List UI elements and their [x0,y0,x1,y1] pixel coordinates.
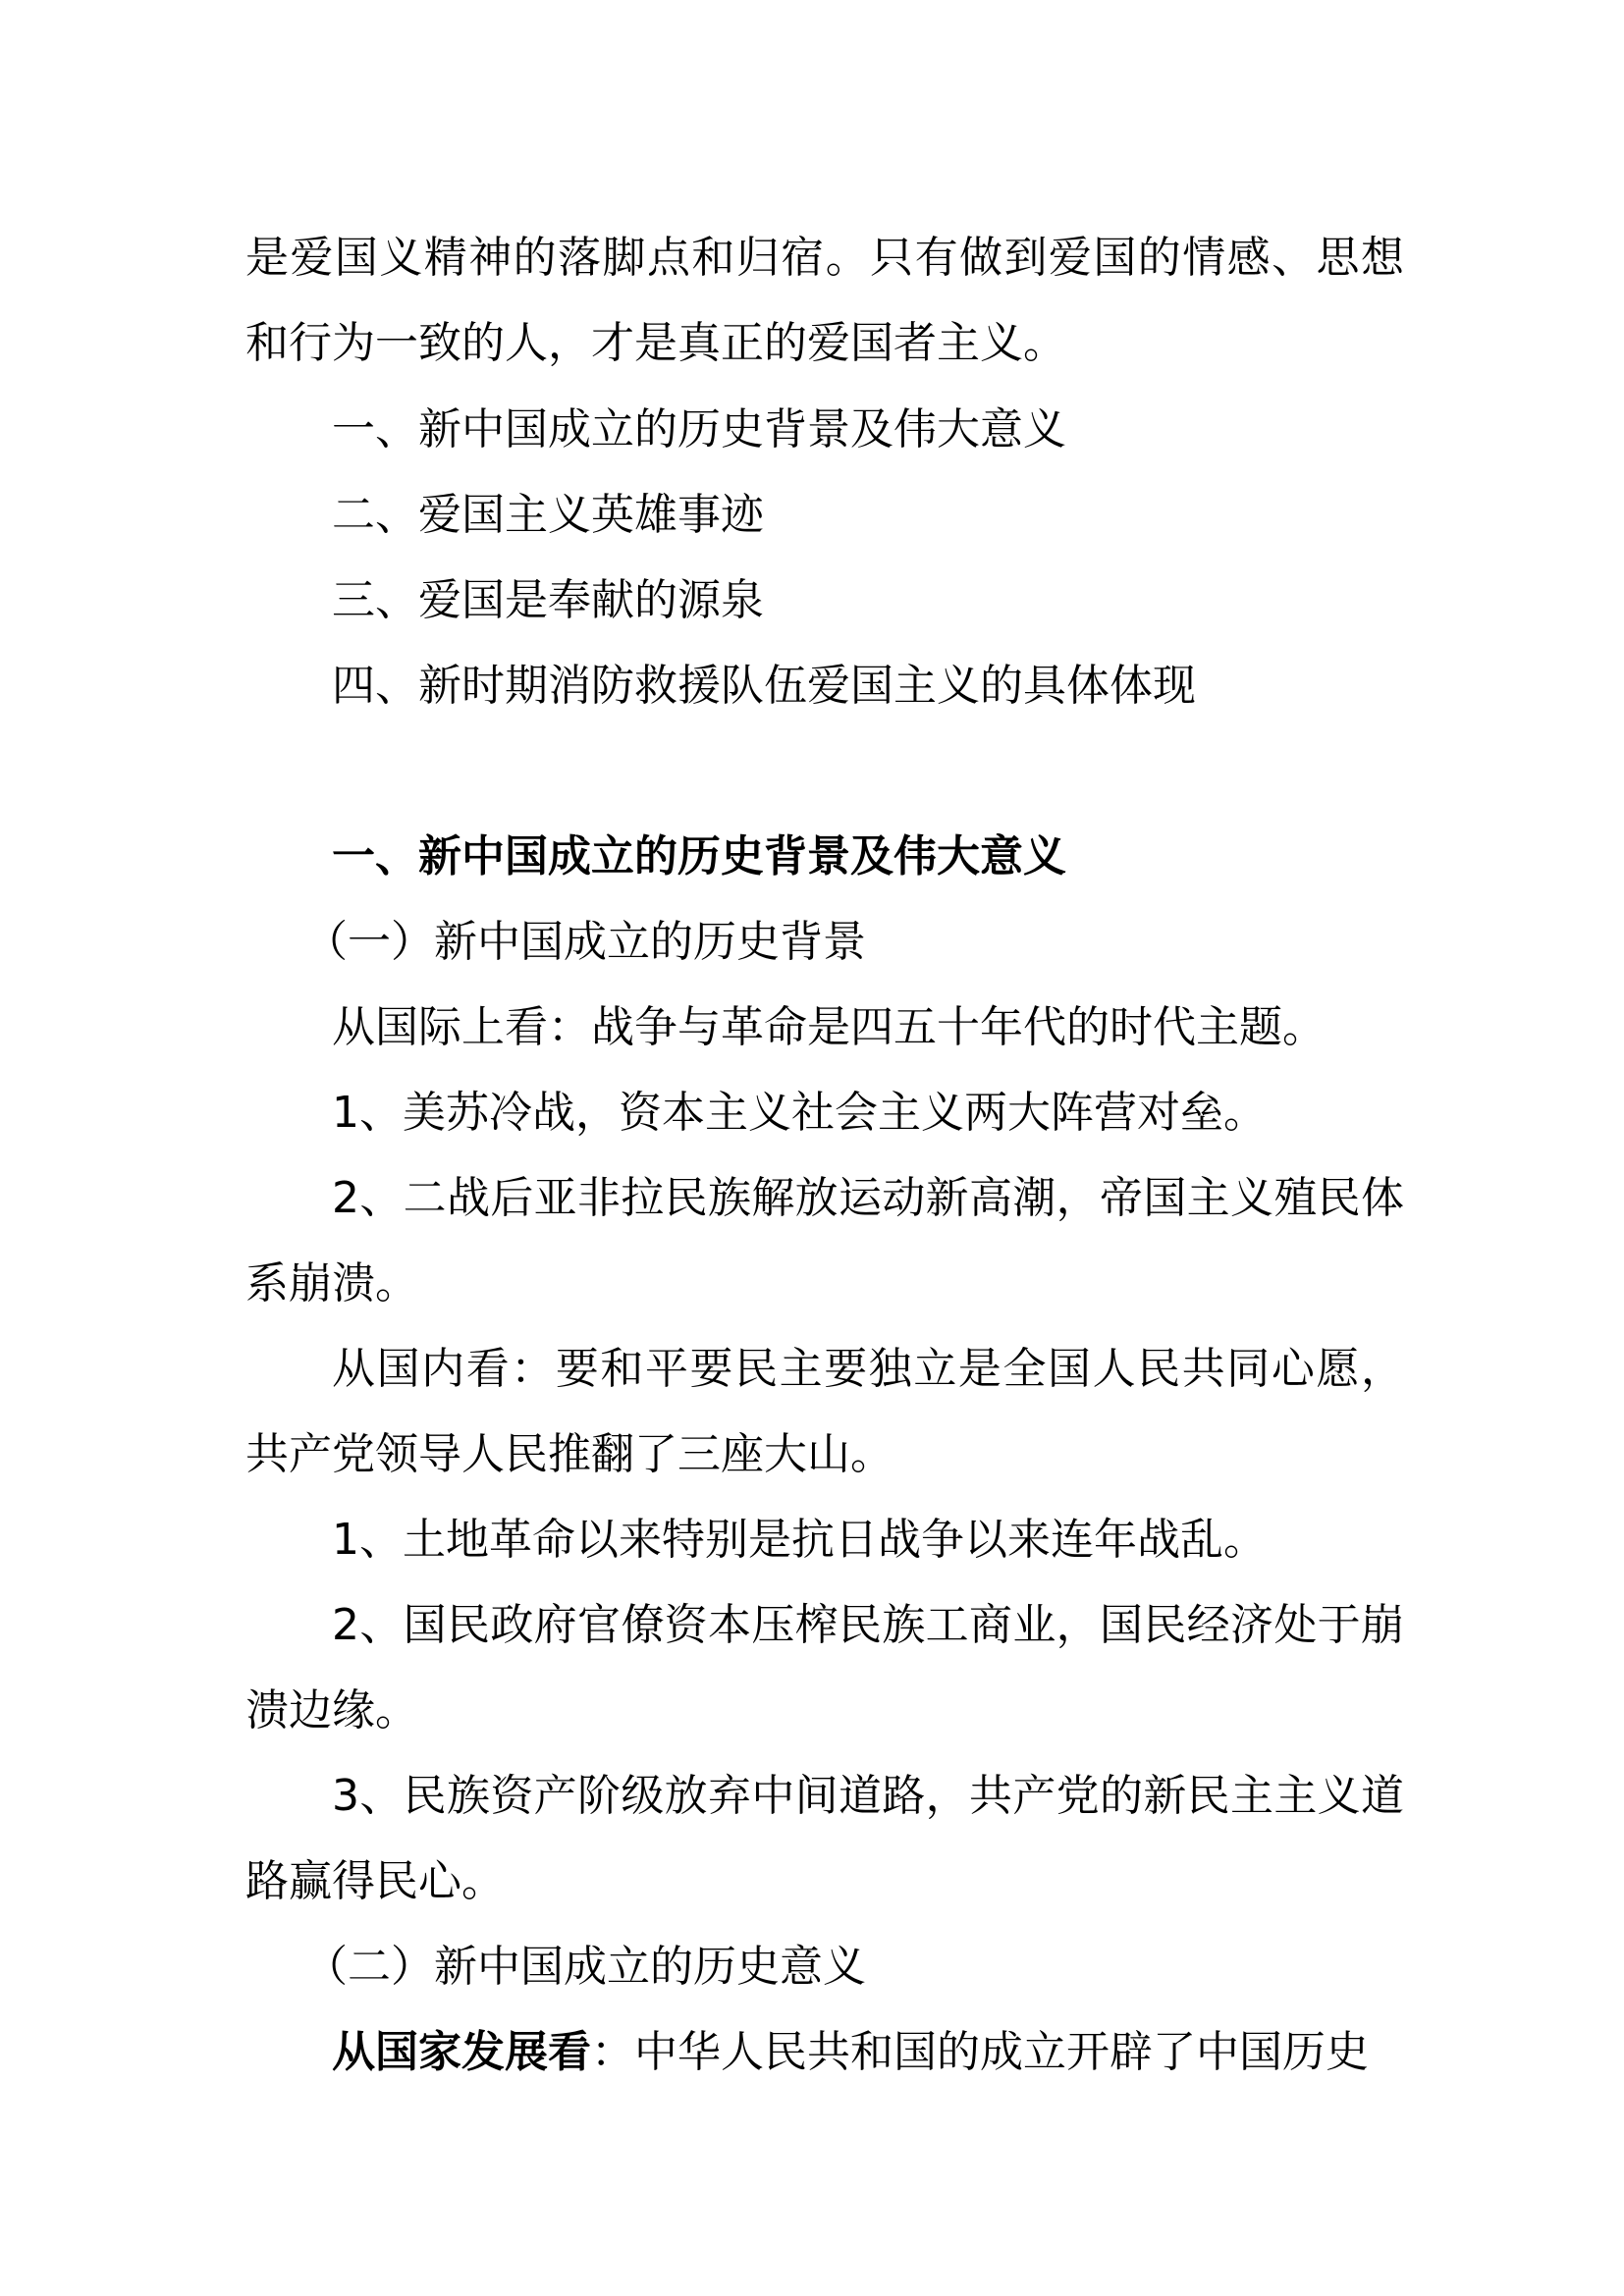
paragraph-line: 1、美苏冷战，资本主义社会主义两大阵营对垒。 [332,1088,1267,1138]
outline-item-1: 一、新中国成立的历史背景及伟大意义 [332,404,1066,454]
outline-item-2: 二、爱国主义英雄事迹 [332,490,764,540]
paragraph-line: 1、土地革命以来特别是抗日战争以来连年战乱。 [332,1515,1267,1565]
paragraph-line: 路赢得民心。 [245,1856,505,1906]
paragraph-line: 2、二战后亚非拉民族解放运动新高潮，帝国主义殖民体 [332,1173,1404,1223]
outline-item-3: 三、爱国是奉献的源泉 [332,575,764,625]
paragraph-line: 从国内看：要和平要民主要独立是全国人民共同心愿， [332,1344,1404,1394]
paragraph-line: 系崩溃。 [245,1258,418,1308]
bold-lead-text: 从国家发展看 [332,2027,591,2077]
paragraph-line: 溃边缘。 [245,1685,418,1735]
paragraph-text: ：中华人民共和国的成立开辟了中国历史 [591,2027,1369,2077]
subsection-heading: （二）新中国成立的历史意义 [304,1942,866,1992]
section-heading: 一、新中国成立的历史背景及伟大意义 [332,831,1066,881]
paragraph-line: 和行为一致的人，才是真正的爱国者主义。 [245,318,1066,368]
subsection-heading: （一）新中国成立的历史背景 [304,917,866,967]
paragraph-line: 是爱国义精神的落脚点和归宿。只有做到爱国的情感、思想 [245,233,1404,283]
paragraph-line: 2、国民政府官僚资本压榨民族工商业，国民经济处于崩 [332,1600,1404,1650]
outline-item-4: 四、新时期消防救援队伍爱国主义的具体体现 [332,661,1196,711]
paragraph-line [332,2023,1404,2082]
paragraph-line: 3、民族资产阶级放弃中间道路，共产党的新民主主义道 [332,1771,1404,1821]
paragraph-line: 从国际上看：战争与革命是四五十年代的时代主题。 [332,1002,1326,1052]
paragraph-line: 共产党领导人民推翻了三座大山。 [245,1429,893,1479]
